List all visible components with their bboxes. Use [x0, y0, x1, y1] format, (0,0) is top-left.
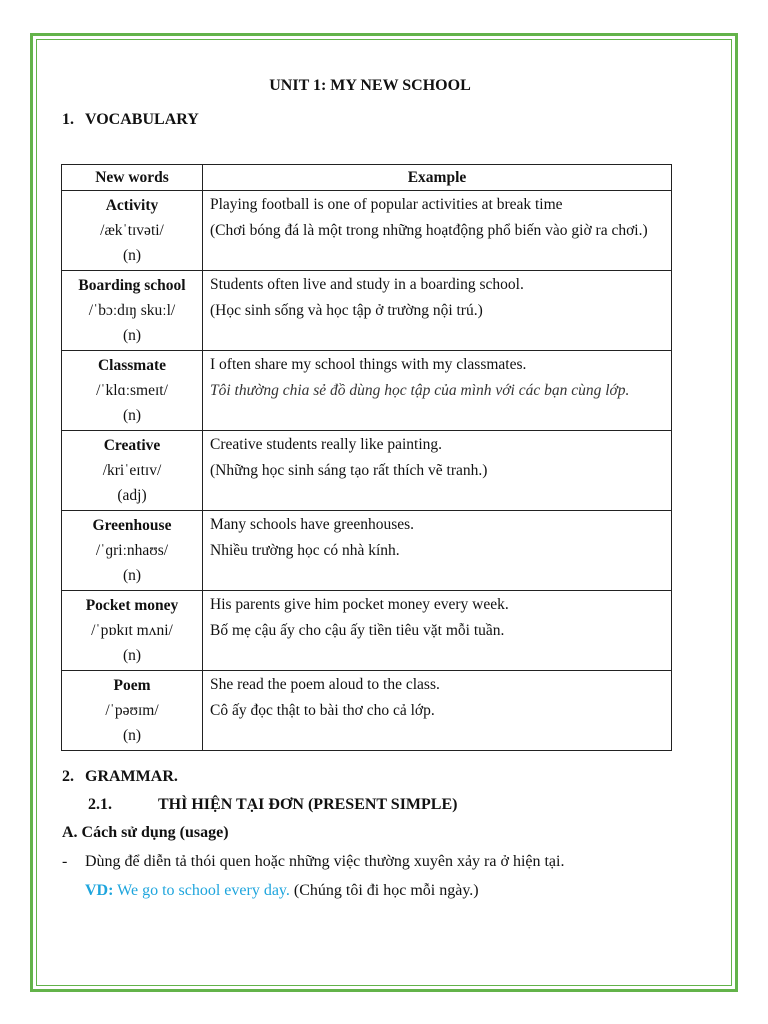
- bullet-dash: -: [62, 853, 68, 870]
- example-cell: [203, 511, 672, 591]
- word: Classmate: [97, 357, 167, 374]
- word-cell: [62, 191, 203, 271]
- example-translation: Cô ấy đọc thật to bài thơ cho cả lớp.: [210, 702, 435, 719]
- example-translation: (Những học sinh sáng tạo rất thích vẽ tranh.): [210, 462, 488, 479]
- part-of-speech: (n): [122, 727, 142, 744]
- example-sentence: Creative students really like painting.: [210, 436, 443, 453]
- example-translation: Tôi thường chia sẻ đồ dùng học tập của mình với các bạn cùng lớp.: [210, 382, 630, 399]
- bullet-text: Dùng để diễn tả thói quen hoặc những việc thường xuyên xảy ra ở hiện tại.: [85, 853, 565, 870]
- subsection-label: THÌ HIỆN TẠI ĐƠN (PRESENT SIMPLE): [158, 796, 458, 813]
- example-cell: [203, 591, 672, 671]
- example-cell: [203, 431, 672, 511]
- example-sentence: Students often live and study in a boarding school.: [210, 276, 524, 293]
- usage-heading: A. Cách sử dụng (usage): [62, 824, 229, 841]
- usage-bullet: [62, 853, 564, 871]
- example-translation: Bố mẹ cậu ấy cho cậu ấy tiền tiêu vặt mỗi tuần.: [210, 622, 505, 639]
- table-header-row: [62, 165, 672, 191]
- example-translation: (Chúng tôi đi học mỗi ngày.): [293, 882, 479, 899]
- subsection-number: 2.1.: [88, 796, 112, 813]
- example-cell: [203, 191, 672, 271]
- ipa: /ˈpəʊɪm/: [105, 702, 159, 719]
- ipa: /ˈpɒkɪt mʌni/: [91, 622, 173, 639]
- word: Creative: [103, 437, 161, 454]
- example-cell: [203, 351, 672, 431]
- word: Greenhouse: [92, 517, 172, 534]
- part-of-speech: (n): [122, 407, 142, 424]
- vocabulary-table: [61, 164, 672, 751]
- example-cell: [203, 271, 672, 351]
- example-sentence: His parents give him pocket money every week.: [210, 596, 509, 613]
- section-label: VOCABULARY: [85, 111, 199, 128]
- table-row: [62, 271, 672, 351]
- table-row: [62, 431, 672, 511]
- part-of-speech: (n): [122, 247, 142, 264]
- word-cell: [62, 511, 203, 591]
- example-label: VD:: [85, 882, 114, 899]
- example-translation: Nhiều trường học có nhà kính.: [210, 542, 400, 559]
- part-of-speech: (n): [122, 647, 142, 664]
- subsection-heading: [88, 796, 457, 814]
- example-sentence: She read the poem aloud to the class.: [210, 676, 440, 693]
- word-cell: [62, 591, 203, 671]
- table-row: [62, 511, 672, 591]
- table-row: [62, 591, 672, 671]
- ipa: /ˈbɔːdɪŋ skuːl/: [88, 302, 176, 319]
- example-line: [85, 882, 479, 900]
- ipa: /ˈɡriːnhaʊs/: [95, 542, 169, 559]
- table-row: [62, 671, 672, 751]
- word: Pocket money: [85, 597, 179, 614]
- part-of-speech: (n): [122, 567, 142, 584]
- section-number: 1.: [62, 111, 74, 128]
- example-sentence: Playing football is one of popular activities at break time: [210, 196, 563, 213]
- section-label: GRAMMAR.: [85, 768, 178, 785]
- word-cell: [62, 351, 203, 431]
- word-cell: [62, 671, 203, 751]
- header-example: Example: [203, 165, 672, 191]
- section-number: 2.: [62, 768, 74, 785]
- word-cell: [62, 431, 203, 511]
- ipa: /kriˈeɪtɪv/: [102, 462, 162, 479]
- ipa: /ˈklɑːsmeɪt/: [96, 382, 168, 399]
- example-translation: (Học sinh sống và học tập ở trường nội trú.): [210, 302, 483, 319]
- table-row: [62, 191, 672, 271]
- word: Boarding school: [78, 277, 186, 294]
- example-sentence: I often share my school things with my classmates.: [210, 356, 527, 373]
- word: Activity: [105, 197, 159, 214]
- word: Poem: [113, 677, 151, 694]
- example-translation: (Chơi bóng đá là một trong những hoạtđộng phổ biến vào giờ ra chơi.): [210, 222, 648, 239]
- part-of-speech: (n): [122, 327, 142, 344]
- ipa: /ækˈtɪvəti/: [100, 222, 164, 239]
- example-cell: [203, 671, 672, 751]
- header-new-words: New words: [62, 165, 203, 191]
- example-sentence: We go to school every day.: [117, 882, 290, 899]
- section-heading-grammar: [62, 768, 178, 786]
- word-cell: [62, 271, 203, 351]
- example-sentence: Many schools have greenhouses.: [210, 516, 415, 533]
- section-heading-vocabulary: [62, 111, 199, 129]
- unit-title: UNIT 1: MY NEW SCHOOL: [269, 77, 471, 94]
- table-row: [62, 351, 672, 431]
- part-of-speech: (adj): [117, 487, 147, 504]
